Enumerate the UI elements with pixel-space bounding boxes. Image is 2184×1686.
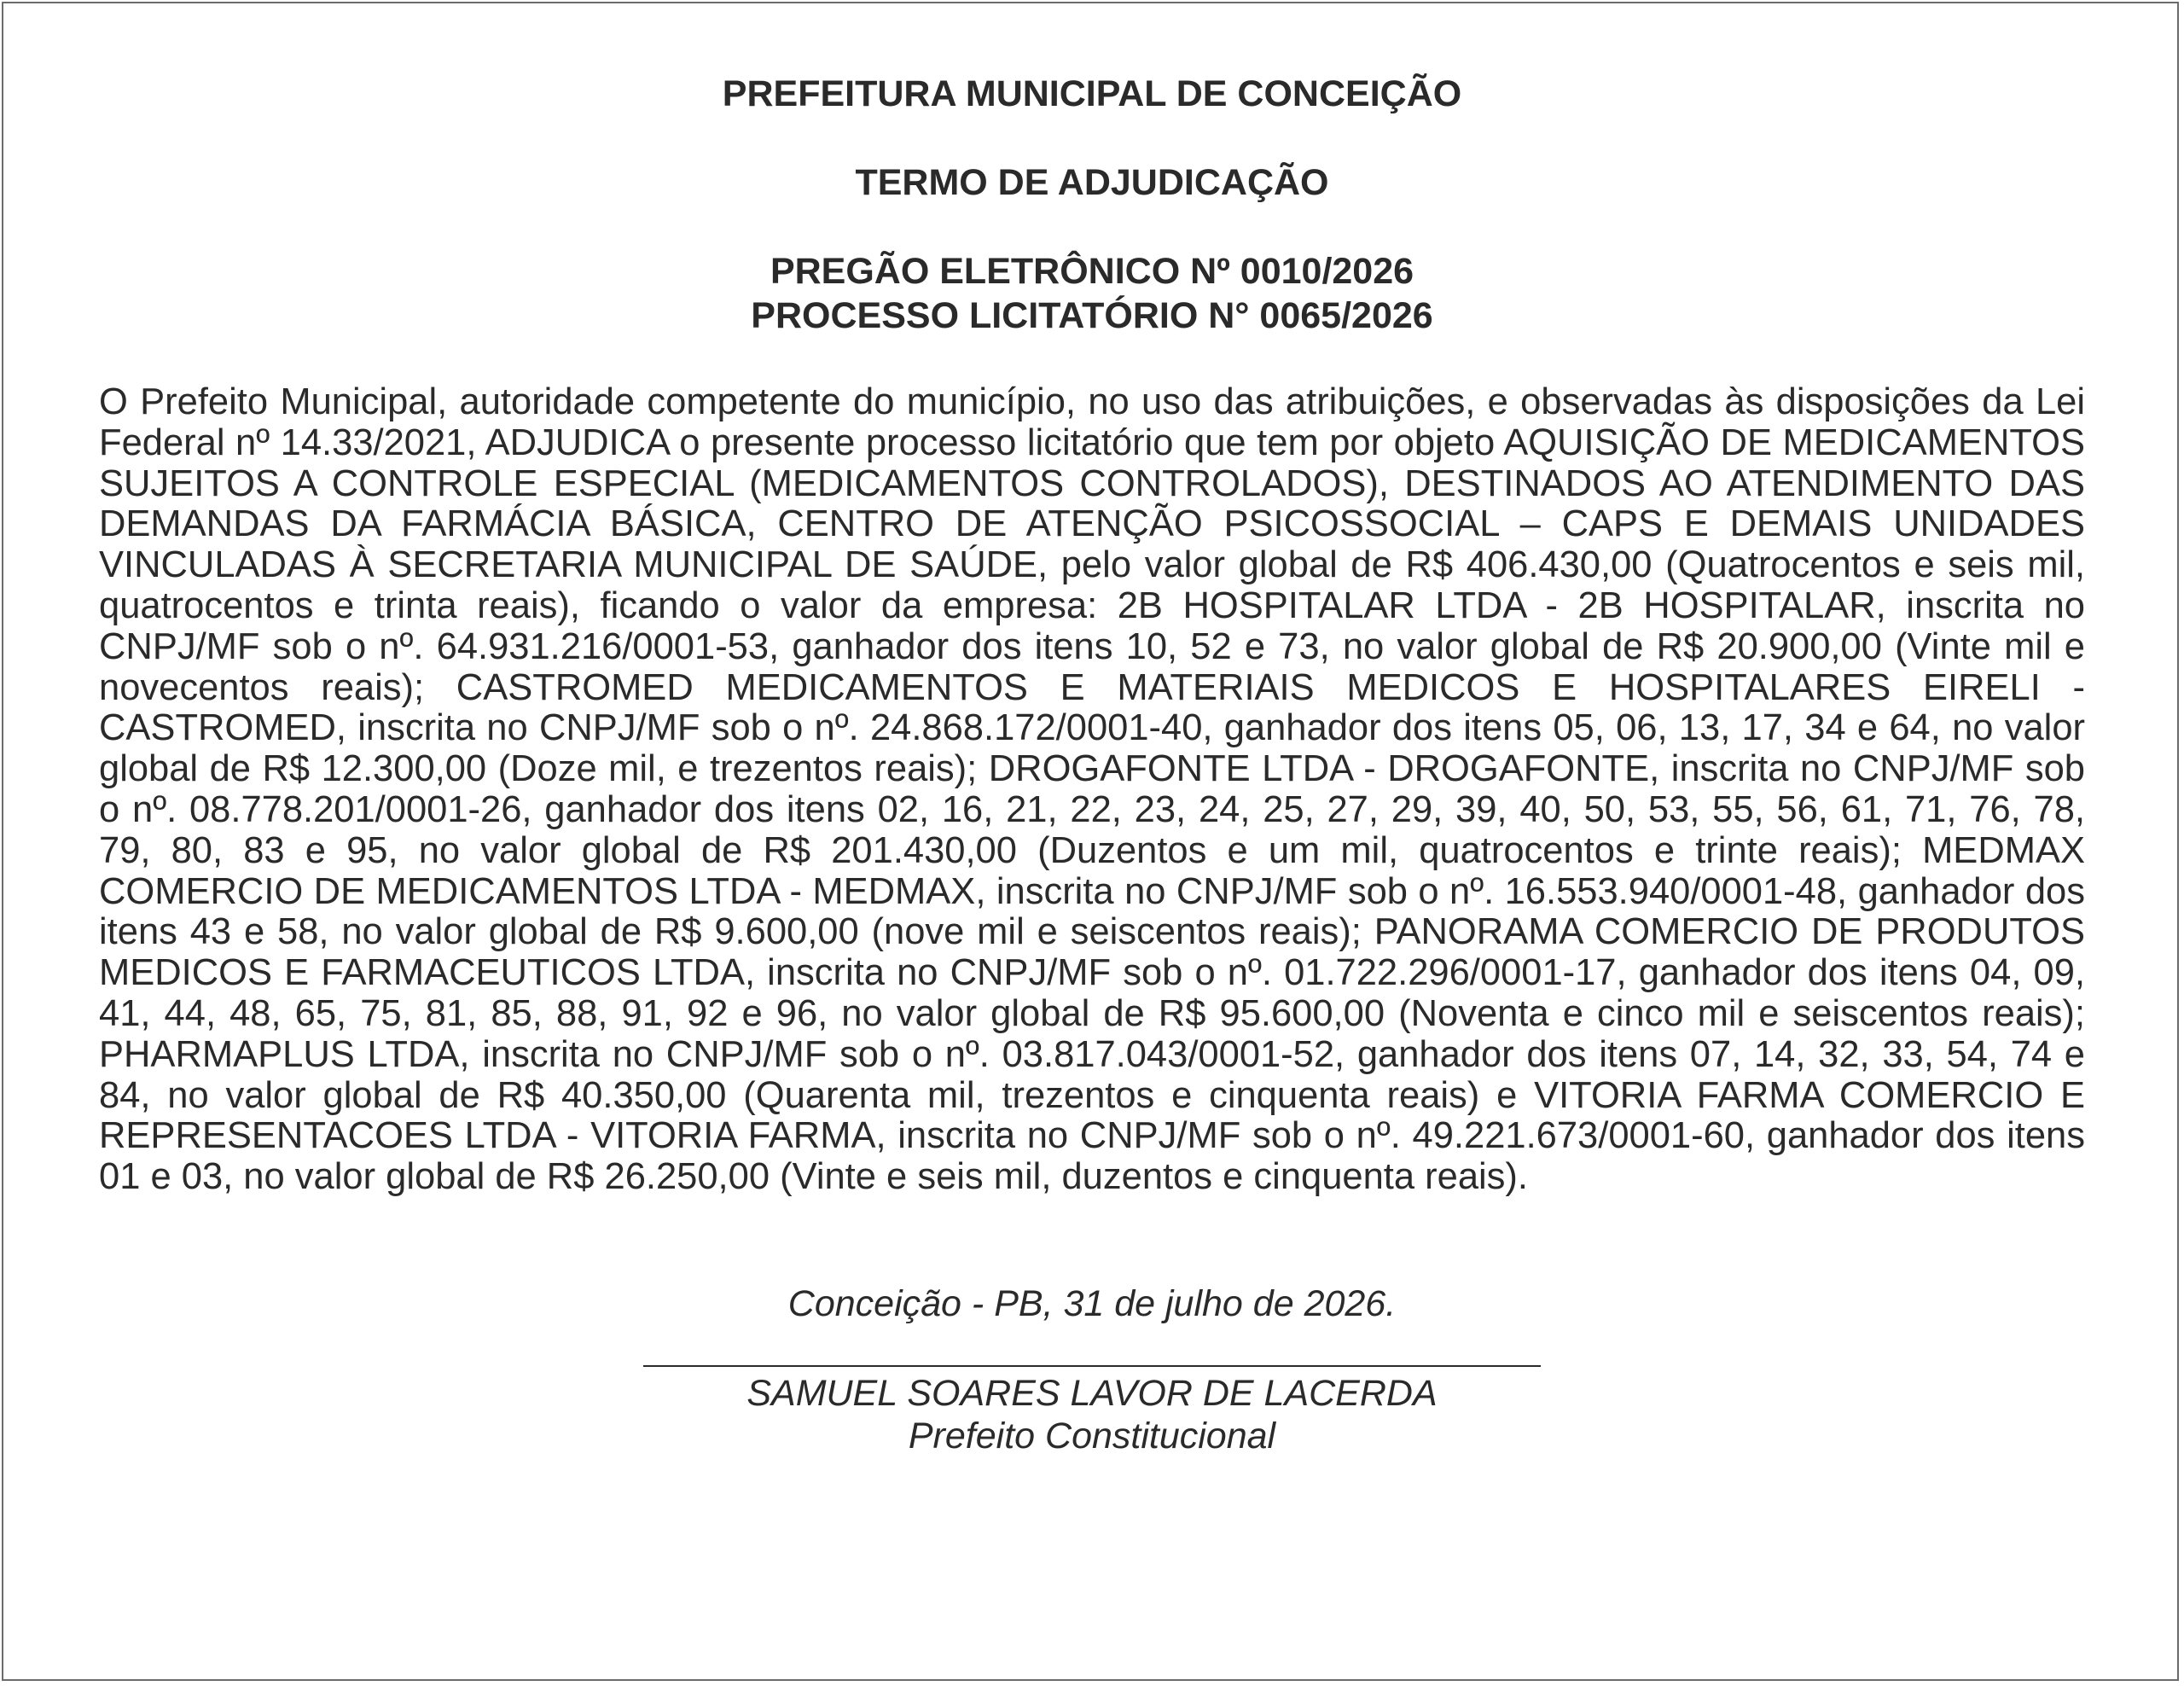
adjudication-paragraph: O Prefeito Municipal, autoridade competente do município, no uso das atribuições, e observadas às disposições da Lei Federal nº 14.33/2021, ADJUDICA o presente processo licitatório que tem por objeto AQUISIÇÃO DE MEDICAMENTOS SUJEITOS A CONTROLE ESPECIAL (MEDICAMENTOS CONTROLADOS), DESTINADOS AO ATENDIMENTO DAS DEMANDAS DA FARMÁCIA BÁSICA, CENTRO DE ATENÇÃO PSICOSSOCIAL – CAPS E DEMAIS UNIDADES VINCULADAS À SECRETARIA MUNICIPAL DE SAÚDE, pelo valor global de R$ 406.430,00 (Quatrocentos e seis mil, quatrocentos e trinta reais), ficando o valor da empresa: 2B HOSPITALAR LTDA - 2B HOSPITALAR, inscrita no CNPJ/MF sob o nº. 64.931.216/0001-53, ganhador dos itens 10, 52 e 73, no valor global de R$ 20.900,00 (Vinte mil e novecentos reais); CASTROMED MEDICAMENTOS E MATERIAIS MEDICOS E HOSPITALARES EIRELI - CASTROMED, inscrita no CNPJ/MF sob o nº. 24.868.172/0001-40, ganhador dos itens 05, 06, 13, 17, 34 e 64, no valor global de R$ 12.300,00 (Doze mil, e trezentos reais); DROGAFONTE LTDA - DROGAFONTE, inscrita no CNPJ/MF sob o nº. 08.778.201/0001-26, ganhador dos itens 02, 16, 21, 22, 23, 24, 25, 27, 29, 39, 40, 50, 53, 55, 56, 61, 71, 76, 78, 79, 80, 83 e 95, no valor global de R$ 201.430,00 (Duzentos e um mil, quatrocentos e trinte reais); MEDMAX COMERCIO DE MEDICAMENTOS LTDA - MEDMAX, inscrita no CNPJ/MF sob o nº. 16.553.940/0001-48, ganhador dos itens 43 e 58, no valor global de R$ 9.600,00 (nove mil e seiscentos reais); PANORAMA COMERCIO DE PRODUTOS MEDICOS E FARMACEUTICOS LTDA, inscrita no CNPJ/MF sob o nº. 01.722.296/0001-17, ganhador dos itens 04, 09, 41, 44, 48, 65, 75, 81, 85, 88, 91, 92 e 96, no valor global de R$ 95.600,00 (Noventa e cinco mil e seiscentos reais); PHARMAPLUS LTDA, inscrita no CNPJ/MF sob o nº. 03.817.043/0001-52, ganhador dos itens 07, 14, 32, 33, 54, 74 e 84, no valor global de R$ 40.350,00 (Quarenta mil, trezentos e cinquenta reais) e VITORIA FARMA COMERCIO E REPRESENTACOES LTDA - VITORIA FARMA, inscrita no CNPJ/MF sob o nº. 49.221.673/0001-60, ganhador dos itens 01 e 03, no valor global de R$ 26.250,00 (Vinte e seis mil, duzentos e cinquenta reais).: [99, 381, 2085, 1198]
municipality-title: PREFEITURA MUNICIPAL DE CONCEIÇÃO: [722, 73, 1462, 114]
document-content: [99, 67, 2085, 1457]
processo-number: PROCESSO LICITATÓRIO N° 0065/2026: [751, 295, 1433, 336]
pregao-number: PREGÃO ELETRÔNICO Nº 0010/2026: [770, 251, 1414, 292]
place-date: Conceição - PB, 31 de julho de 2026.: [787, 1282, 1397, 1324]
signer-role: Prefeito Constitucional: [908, 1415, 1276, 1456]
signature-line: [643, 1365, 1541, 1367]
document-type-title: TERMO DE ADJUDICAÇÃO: [855, 162, 1329, 203]
signer-name: SAMUEL SOARES LAVOR DE LACERDA: [746, 1372, 1438, 1414]
